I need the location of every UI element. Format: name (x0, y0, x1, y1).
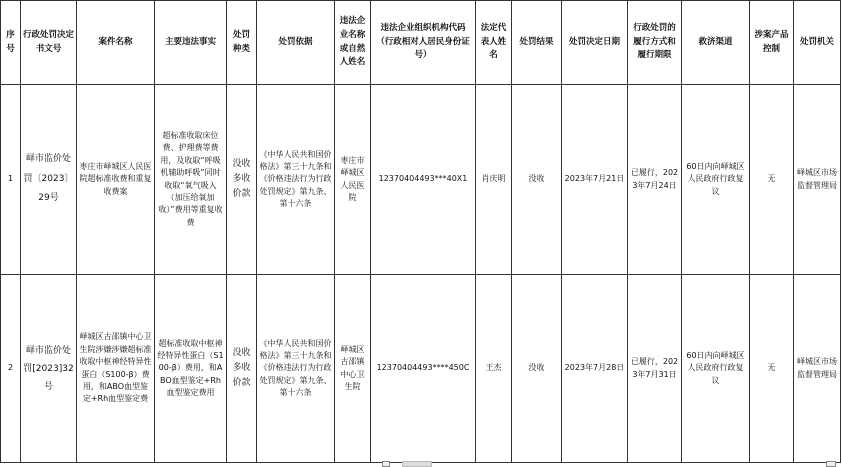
cell-facts: 超标准收取床位费、护理费等费用，及收取“呼吸机辅助呼吸”同时收取“氧气吸入（加压给氧加收）”费用等重复收费 (155, 85, 227, 275)
cell-doc-no: 峄市监价处罚[2023]32号 (21, 275, 77, 463)
cell-org-code: 12370404493***40X1 (371, 85, 476, 275)
header-case-name: 案件名称 (77, 1, 155, 85)
cell-case-name: 峄城区古邵镇中心卫生院涉嫌涉嫌超标准收取中枢神经特异性蛋白（S100-β）费用，和ABO血型鉴定+Rh血型鉴定费 (77, 275, 155, 463)
header-date: 处罚决定日期 (562, 1, 628, 85)
cell-date: 2023年7月28日 (562, 275, 628, 463)
header-penalty-type: 处罚种类 (227, 1, 257, 85)
cell-facts: 超标准收取中枢神经特异性蛋白（S100-β）费用，和ABO血型鉴定+Rh血型鉴定费用 (155, 275, 227, 463)
cell-date: 2023年7月21日 (562, 85, 628, 275)
cell-basis: 《中华人民共和国价格法》第三十九条和《价格违法行为行政处罚规定》第九条、第十六条 (257, 85, 335, 275)
header-result: 处罚结果 (512, 1, 562, 85)
cell-fulfillment: 已履行，2023年7月24日 (628, 85, 682, 275)
header-fulfillment: 行政处罚的履行方式和履行期限 (628, 1, 682, 85)
cell-legal-rep: 肖庆明 (476, 85, 512, 275)
cell-product-control: 无 (750, 275, 794, 463)
cell-penalty-type: 没收多收价款 (227, 275, 257, 463)
cell-case-name: 枣庄市峄城区人民医院超标准收费和重复收费案 (77, 85, 155, 275)
cell-remedy: 60日内向峄城区人民政府行政复议 (682, 85, 750, 275)
cell-remedy: 60日内向峄城区人民政府行政复议 (682, 275, 750, 463)
cell-party: 枣庄市峄城区人民医院 (335, 85, 371, 275)
cell-legal-rep: 王杰 (476, 275, 512, 463)
header-party: 违法企业名称或自然人姓名 (335, 1, 371, 85)
table-row (1, 275, 841, 463)
cell-fulfillment: 已履行，2023年7月31日 (628, 275, 682, 463)
cell-party: 峄城区古邵镇中心卫生院 (335, 275, 371, 463)
cell-seq: 2 (1, 275, 21, 463)
cell-basis: 《中华人民共和国价格法》第三十九条和《价格违法行为行政处罚规定》第九条、第十六条 (257, 275, 335, 463)
cell-product-control: 无 (750, 85, 794, 275)
scroll-thumb[interactable] (402, 461, 432, 467)
header-row (1, 1, 841, 85)
header-authority: 处罚机关 (794, 1, 841, 85)
cell-doc-no: 峄市监价处罚〔2023〕29号 (21, 85, 77, 275)
header-facts: 主要违法事实 (155, 1, 227, 85)
cell-authority: 峄城区市场监督管理局 (794, 85, 841, 275)
cell-seq: 1 (1, 85, 21, 275)
cell-result: 没收 (512, 275, 562, 463)
cell-authority: 峄城区市场监督管理局 (794, 275, 841, 463)
header-doc-no: 行政处罚决定书文号 (21, 1, 77, 85)
scroll-left-arrow[interactable] (382, 461, 390, 467)
header-remedy: 救济渠道 (682, 1, 750, 85)
table-row (1, 85, 841, 275)
header-seq: 序号 (1, 1, 21, 85)
cell-org-code: 12370404493****450C (371, 275, 476, 463)
header-product-control: 涉案产品控制 (750, 1, 794, 85)
cell-result: 没收 (512, 85, 562, 275)
header-legal-rep: 法定代表人姓名 (476, 1, 512, 85)
scroll-right-arrow[interactable] (826, 461, 836, 467)
header-basis: 处罚依据 (257, 1, 335, 85)
cell-penalty-type: 没收多收价款 (227, 85, 257, 275)
header-org-code: 违法企业组织机构代码（行政相对人居民身份证号） (371, 1, 476, 85)
